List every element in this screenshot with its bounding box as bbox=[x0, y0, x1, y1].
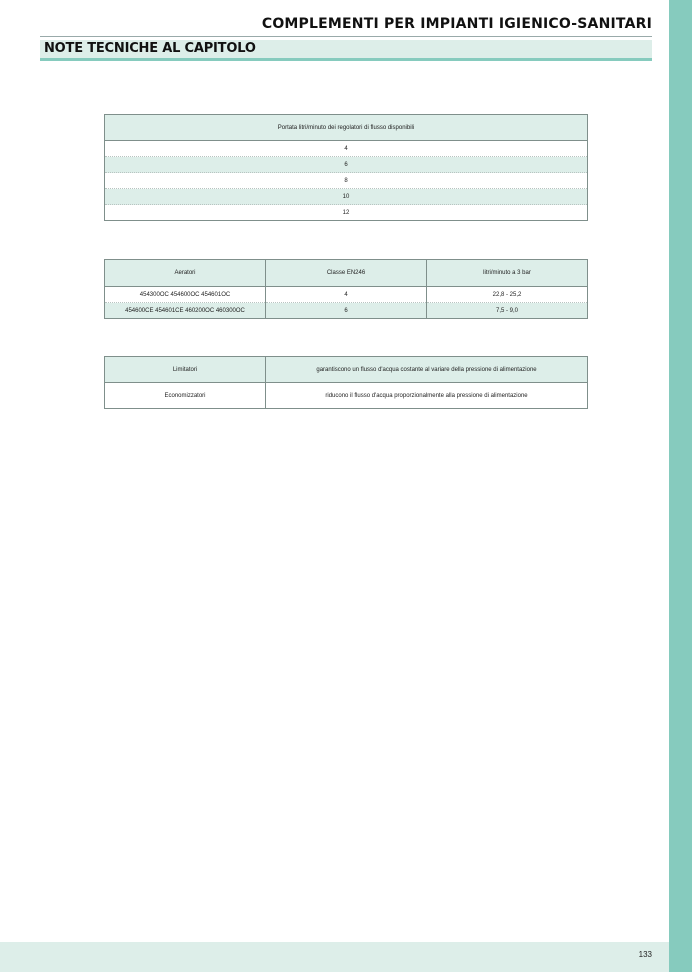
table-cell: 454300OC 454600OC 454601OC bbox=[105, 287, 266, 303]
table-cell: 22,8 - 25,2 bbox=[427, 287, 588, 303]
table-header-cell: litri/minuto a 3 bar bbox=[427, 260, 588, 287]
table-row bbox=[105, 205, 588, 221]
table-cell: 12 bbox=[105, 205, 588, 221]
table-row bbox=[105, 287, 588, 303]
title-divider bbox=[40, 36, 652, 37]
table-row bbox=[105, 303, 588, 319]
table-row bbox=[105, 357, 588, 383]
table-header-cell: Portata litri/minuto dei regolatori di flusso disponibili bbox=[105, 115, 588, 141]
table-cell: 8 bbox=[105, 173, 588, 189]
table-row bbox=[105, 383, 588, 409]
table-cell: 6 bbox=[266, 303, 427, 319]
table-header-row bbox=[105, 115, 588, 141]
table-cell: Economizzatori bbox=[164, 392, 206, 399]
page-number: 133 bbox=[638, 950, 652, 959]
table-row bbox=[105, 141, 588, 157]
page-title: COMPLEMENTI PER IMPIANTI IGIENICO-SANITARI bbox=[261, 16, 652, 32]
table-header-cell: Aeratori bbox=[105, 260, 266, 287]
table-cell: Limitatori bbox=[105, 357, 266, 383]
flow-rate-table bbox=[104, 114, 588, 221]
section-header-bar bbox=[40, 40, 652, 61]
table-cell: garantiscono un flusso d'acqua costante al variare della pressione di alimentazione bbox=[266, 357, 588, 383]
devices-table bbox=[104, 356, 588, 409]
table-cell: riducono il flusso d'acqua proporzionalmente alla pressione di alimentazione bbox=[266, 383, 588, 409]
table-cell: 10 bbox=[105, 189, 588, 205]
table-cell: 7,5 - 9,0 bbox=[427, 303, 588, 319]
table-cell: 4 bbox=[266, 287, 427, 303]
side-color-band bbox=[669, 0, 692, 972]
table-cell: 4 bbox=[105, 141, 588, 157]
section-title: NOTE TECNICHE AL CAPITOLO bbox=[44, 41, 256, 56]
table-row bbox=[105, 157, 588, 173]
aerators-table bbox=[104, 259, 588, 319]
table-row bbox=[105, 189, 588, 205]
table-row bbox=[105, 173, 588, 189]
footer-band bbox=[0, 942, 669, 972]
table-cell: 6 bbox=[105, 157, 588, 173]
table-header-row bbox=[105, 260, 588, 287]
table-cell: 454600CE 454601CE 460200OC 460300OC bbox=[105, 303, 266, 319]
table-header-cell: Classe EN246 bbox=[266, 260, 427, 287]
